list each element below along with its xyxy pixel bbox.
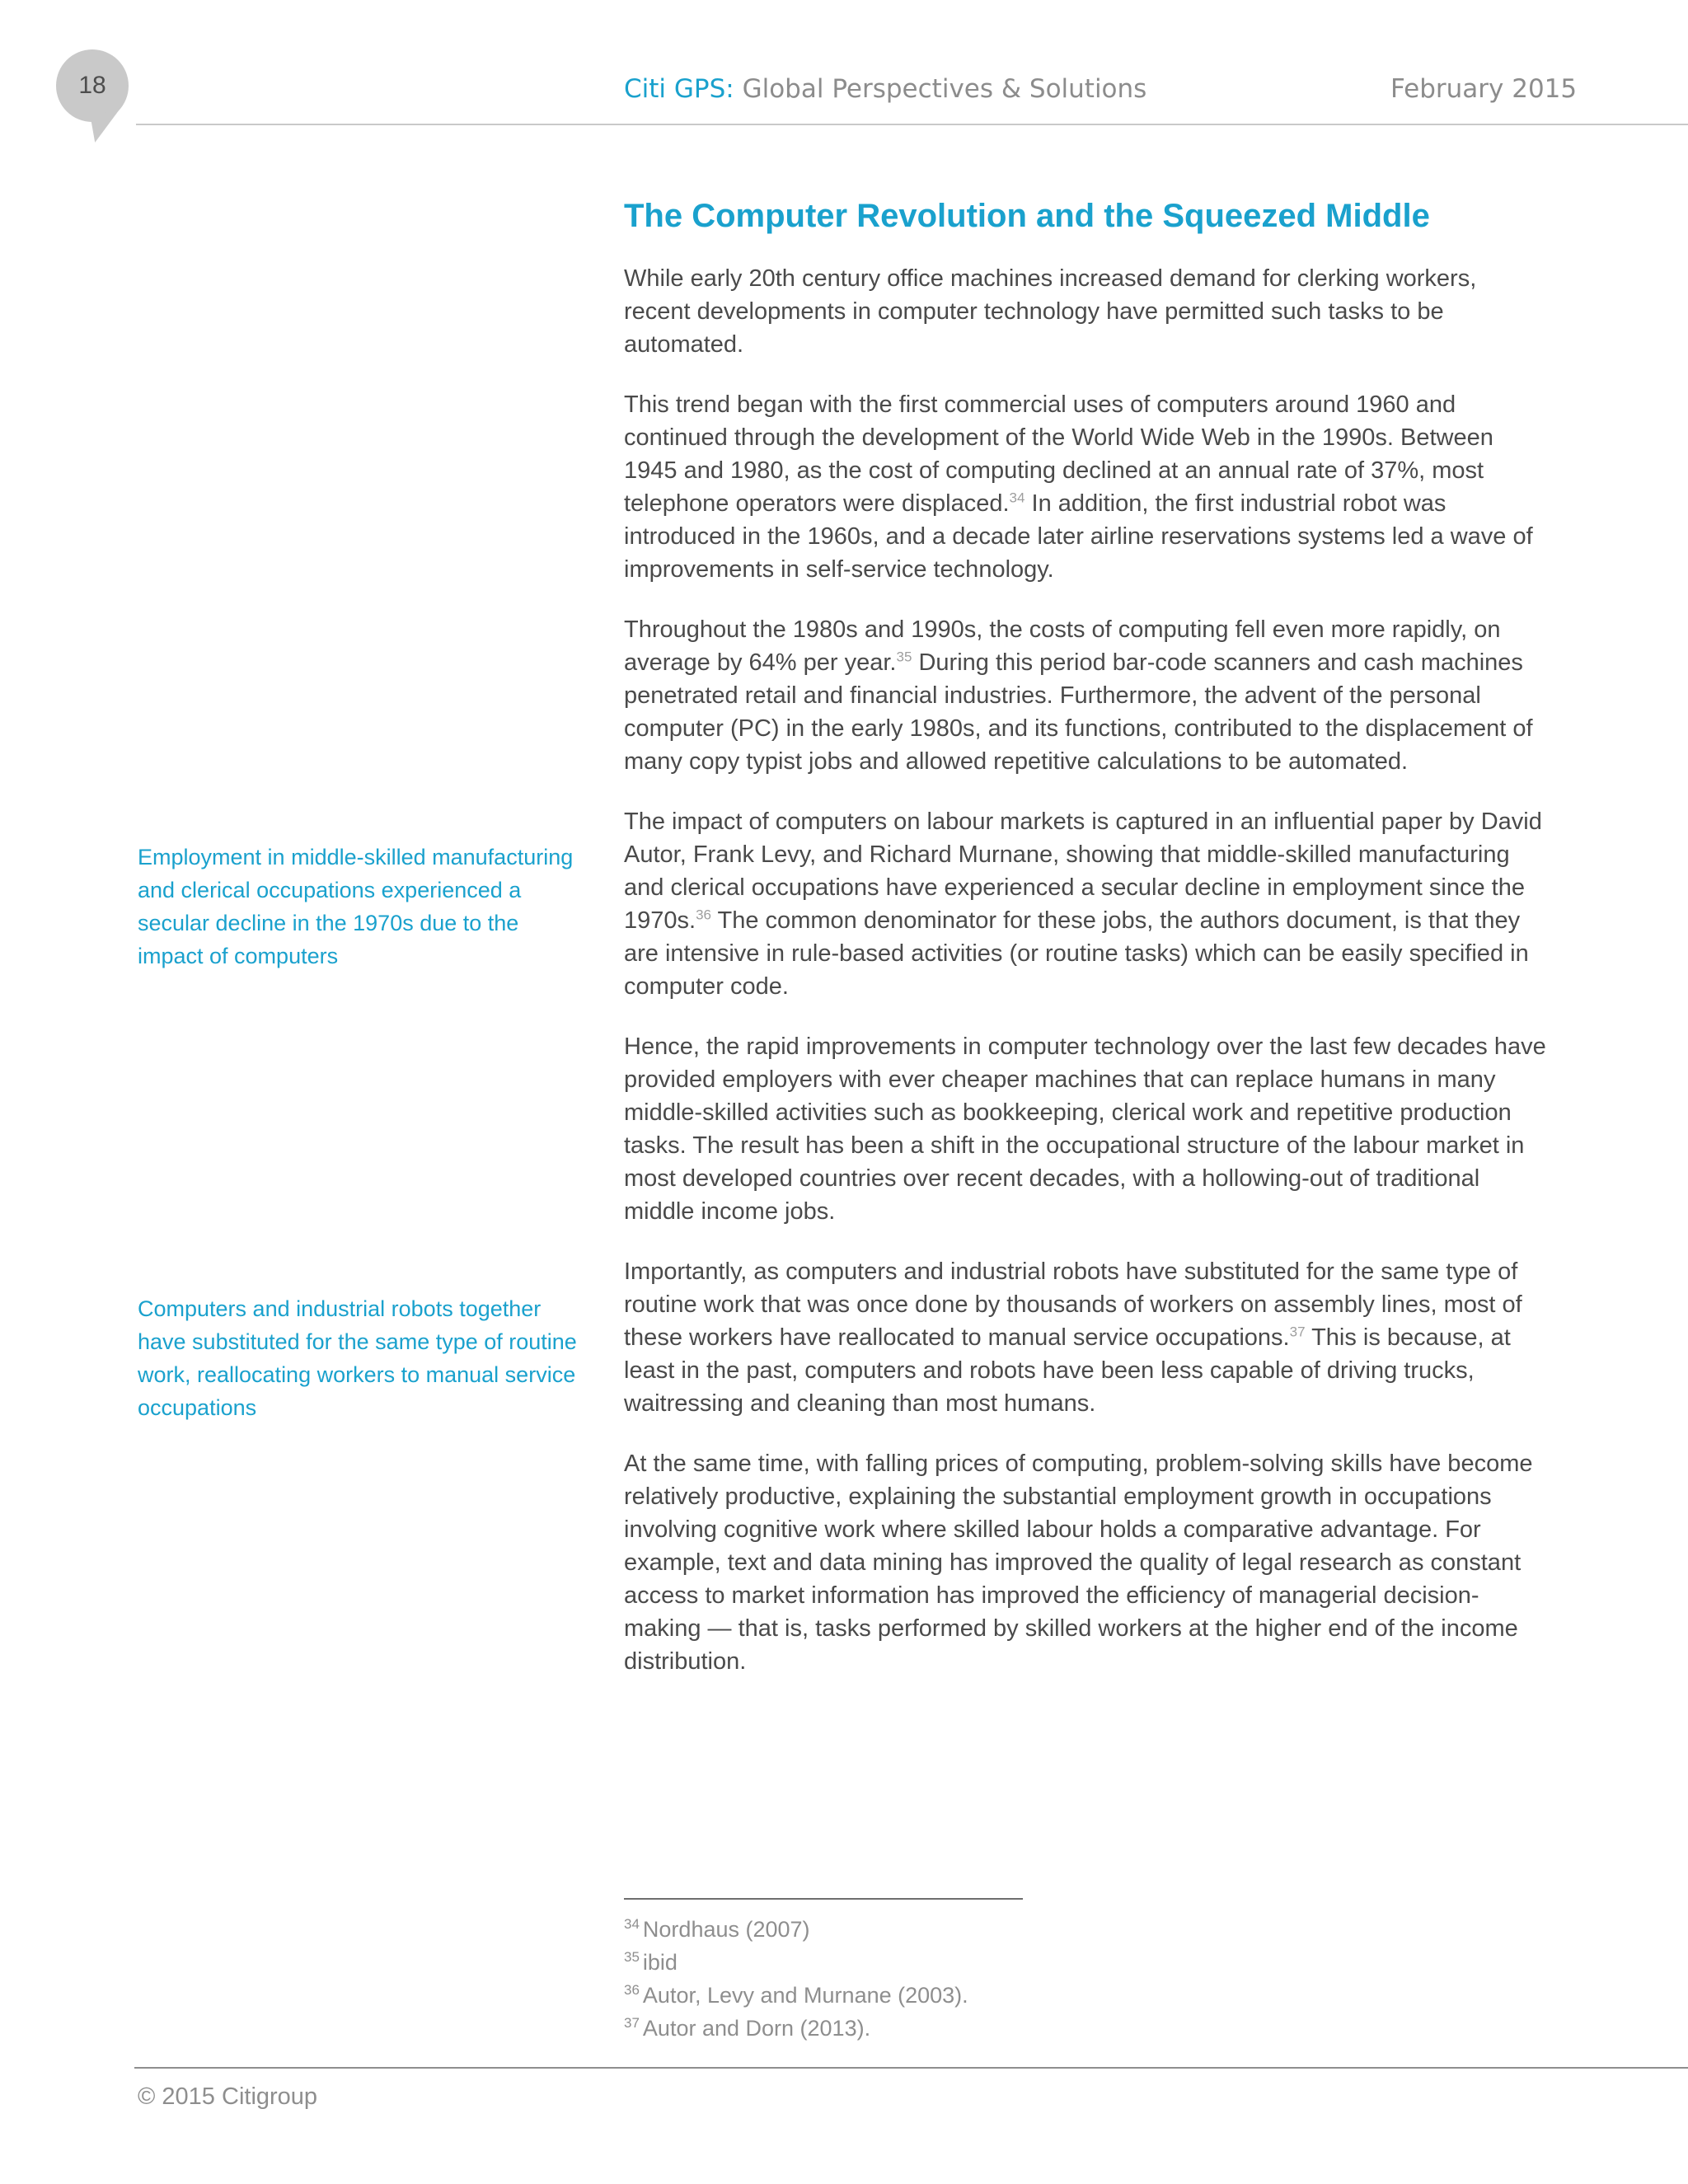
page-number: 18 [78, 72, 106, 99]
paragraph-text-continued: During this period bar-code scanners and cash machines penetrated retail and financial industries. Furthermore, the advent of the personal computer (PC) in the early 1980s, and its functions, contributed to the displacement of many copy typist jobs and allowed repetitive calculations to be automated. [624, 649, 1533, 775]
header-date: February 2015 [1390, 74, 1578, 104]
footnote-number: 37 [624, 2015, 640, 2031]
paragraph-text-continued: The common denominator for these jobs, the authors document, is that they are intensive in rule-based activities (or routine tasks) which can be easily specified in computer code. [624, 907, 1529, 1000]
footnote-text: Autor and Dorn (2013). [642, 2016, 871, 2041]
footnote-number: 34 [624, 1916, 640, 1932]
paragraph-6 [624, 1255, 1547, 1420]
footnote-reference[interactable]: 36 [696, 907, 711, 923]
footnote-text: Nordhaus (2007) [642, 1917, 810, 1942]
footnote-item [624, 1946, 1366, 1979]
footnote-number: 35 [624, 1949, 640, 1965]
brand-name: Citi GPS: [624, 74, 734, 104]
footnote-reference[interactable]: 37 [1289, 1324, 1306, 1340]
footnote-number: 36 [624, 1982, 640, 1998]
footnote-item [624, 2012, 1366, 2045]
paragraph-text-continued: This is because, at least in the past, computers and robots have been less capable of driving trucks, waitressing and cleaning than most humans. [624, 1324, 1511, 1417]
footnote-text: Autor, Levy and Murnane (2003). [642, 1983, 968, 2008]
paragraph-4 [624, 805, 1547, 1003]
article-title: The Computer Revolution and the Squeezed Middle [624, 198, 1430, 234]
footnote-text: ibid [642, 1950, 678, 1975]
paragraph-text: The impact of computers on labour markets is captured in an influential paper by David Autor, Frank Levy, and Richard Murnane, showing that middle-skilled manufacturing and clerical occupations have experienced a secular decline in employment since the 1970s. [624, 808, 1542, 934]
footnote-divider [624, 1898, 1023, 1900]
paragraph-1 [624, 262, 1547, 361]
copyright-notice: © 2015 Citigroup [138, 2083, 318, 2110]
paragraph-7 [624, 1447, 1547, 1678]
footnote-item [624, 1913, 1366, 1946]
footnotes [624, 1913, 1366, 2045]
footnote-reference[interactable]: 35 [896, 649, 912, 665]
paragraph-2 [624, 388, 1547, 586]
paragraph-text: Throughout the 1980s and 1990s, the costs of computing fell even more rapidly, on average by 64% per year. [624, 616, 1501, 676]
paragraph-text: Importantly, as computers and industrial robots have substituted for the same type of routine work that was once done by thousands of workers on assembly lines, most of these workers have reallocated to manual service occupations. [624, 1258, 1522, 1351]
paragraph-text-continued: In addition, the first industrial robot was introduced in the 1960s, and a decade later airline reservations systems led a wave of improvements in self-service technology. [624, 490, 1533, 583]
paragraph-text: Hence, the rapid improvements in computer technology over the last few decades have provided employers with ever cheaper machines that can replace humans in many middle-skilled activities such as bookkeeping, clerical work and repetitive production tasks. The result has been a shift in the occupational structure of the labour market in most developed countries over recent decades, with a hollowing-out of traditional middle income jobs. [624, 1033, 1546, 1225]
header-divider [136, 124, 1688, 125]
footnote-item [624, 1979, 1366, 2012]
sidebar-note: Computers and industrial robots together have substituted for the same type of routine work, reallocating workers to manual service occupations [138, 1296, 577, 1420]
paragraph-5 [624, 1030, 1547, 1228]
footer-divider [134, 2067, 1688, 2069]
paragraph-3 [624, 613, 1547, 778]
paragraph-text: While early 20th century office machines increased demand for clerking workers, recent developments in computer technology have permitted such tasks to be automated. [624, 265, 1477, 358]
paragraph-text: At the same time, with falling prices of computing, problem-solving skills have become relatively productive, explaining the substantial employment growth in occupations involving cognitive work where skilled labour holds a comparative advantage. For example, text and data mining has improved the quality of legal research as constant access to market information has improved the efficiency of managerial decision-making — that is, tasks performed by skilled workers at the higher end of the income distribution. [624, 1451, 1533, 1675]
paragraph-text: This trend began with the first commercial uses of computers around 1960 and continued through the development of the World Wide Web in the 1990s. Between 1945 and 1980, as the cost of computing declined at an annual rate of 37%, most telephone operators were displaced. [624, 391, 1493, 517]
header-brand [624, 74, 1146, 104]
page-badge-pointer-icon [90, 110, 124, 143]
footnote-reference[interactable]: 34 [1009, 490, 1025, 506]
sidebar-note: Employment in middle-skilled manufacturing and clerical occupations experienced a secular decline in the 1970s due to the impact of computers [138, 845, 574, 968]
brand-subtitle: Global Perspectives & Solutions [742, 74, 1147, 104]
article-body [624, 262, 1547, 1705]
